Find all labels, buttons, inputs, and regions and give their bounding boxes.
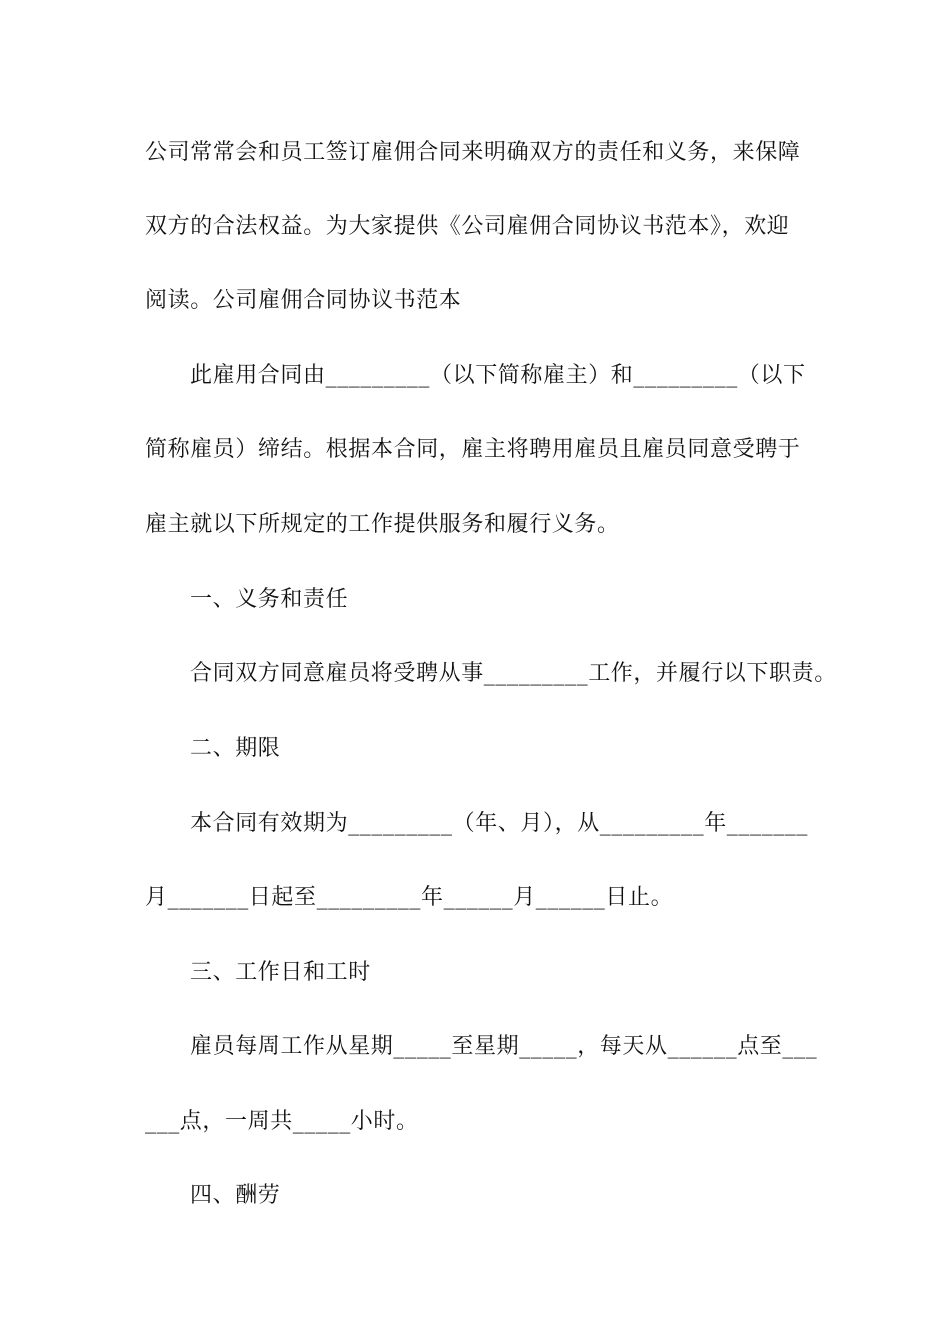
paragraph-parties-line-2: 简称雇员）缔结。根据本合同，雇主将聘用雇员且雇员同意受聘于 — [145, 437, 801, 462]
section-heading-hours: 三、工作日和工时 — [190, 960, 371, 985]
paragraph-term-line-2: 月_______日起至_________年______月______日止。 — [145, 885, 674, 910]
paragraph-hours-line-2: ___点，一周共_____小时。 — [145, 1109, 419, 1134]
section-heading-term: 二、期限 — [190, 736, 281, 761]
section-heading-duties: 一、义务和责任 — [190, 587, 349, 612]
intro-line-3: 阅读。公司雇佣合同协议书范本 — [145, 288, 462, 313]
paragraph-duties: 合同双方同意雇员将受聘从事_________工作，并履行以下职责。 — [190, 661, 837, 686]
paragraph-parties-line-3: 雇主就以下所规定的工作提供服务和履行义务。 — [145, 512, 620, 537]
intro-line-1: 公司常常会和员工签订雇佣合同来明确双方的责任和义务，来保障 — [145, 140, 801, 165]
section-heading-pay: 四、酬劳 — [190, 1183, 281, 1208]
paragraph-term-line-1: 本合同有效期为_________（年、月），从_________年_______ — [190, 811, 809, 836]
intro-line-2: 双方的合法权益。为大家提供《公司雇佣合同协议书范本》，欢迎 — [145, 214, 790, 239]
paragraph-hours-line-1: 雇员每周工作从星期_____至星期_____，每天从______点至___ — [190, 1034, 818, 1059]
paragraph-parties-line-1: 此雇用合同由_________（以下简称雇主）和_________（以下 — [190, 363, 806, 388]
